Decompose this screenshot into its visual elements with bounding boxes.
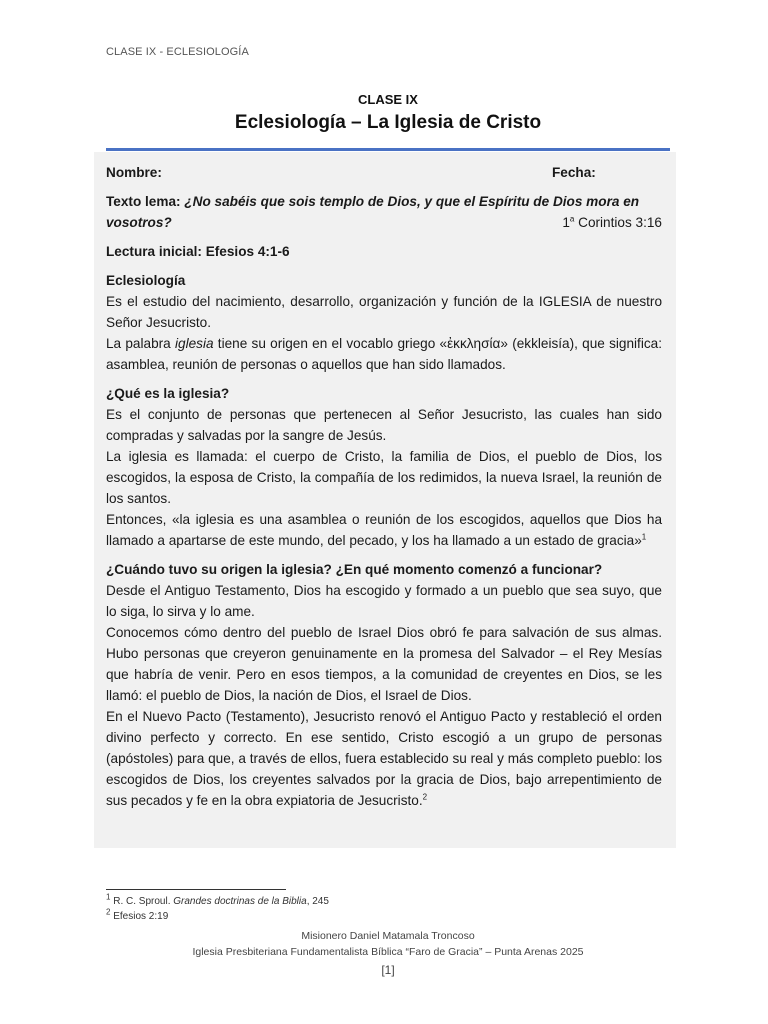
- footer-author: Misionero Daniel Matamala Troncoso: [301, 930, 475, 942]
- page-title: Eclesiología – La Iglesia de Cristo: [234, 112, 542, 133]
- text-run: tiene su origen en el vocablo griego «ἐκκλησία» (ekkleisía), que significa: asamblea, reunión de personas o aquellos que han sido llamados.: [106, 336, 662, 372]
- lema-text-line2: vosotros?: [106, 215, 172, 230]
- lema-reference: [562, 212, 662, 233]
- paragraph: [106, 333, 662, 375]
- lema-paragraph: [106, 191, 662, 212]
- paragraph: La iglesia es llamada: el cuerpo de Cristo, la familia de Dios, el pueblo de Dios, los escogidos, la esposa de Cristo, la compañía de los redimidos, la nueva Israel, la reunión de los santos.: [106, 449, 662, 506]
- section-heading: Eclesiología: [106, 273, 186, 288]
- footnote-ref: 2: [422, 792, 428, 802]
- footnote-ref: 1: [641, 532, 647, 542]
- ref-book: Corintios 3:16: [574, 215, 662, 230]
- text-run: En el Nuevo Pacto (Testamento), Jesucristo renovó el Antiguo Pacto y restableció el orden divino perfecto y correcto. En ese sentido, Cristo escogió a un grupo de personas (apóstoles) para que, a través de ellos, fuera establecido su real y más completo pueblo: los escogidos de Dios, los creyentes salvados por la gracia de Dios, bajo arrepentimiento de sus pecados y fe en la obra expiatoria de Jesucristo.: [106, 709, 662, 808]
- footnote-text: Efesios 2:19: [110, 911, 169, 922]
- footnote-number: 2: [106, 907, 111, 917]
- footnote-2: [106, 909, 329, 924]
- page-number: [1]: [381, 963, 395, 977]
- form-row: [106, 162, 662, 183]
- date-label: Fecha:: [552, 165, 596, 180]
- text-run: La palabra: [106, 336, 175, 351]
- paragraph: Es el conjunto de personas que pertenecen al Señor Jesucristo, las cuales han sido compradas y salvadas por la sangre de Jesús.: [106, 407, 662, 443]
- document-body: [106, 162, 662, 811]
- section-que-es: [106, 383, 662, 551]
- footnote-divider: [106, 889, 286, 890]
- page-footer: [106, 928, 670, 978]
- paragraph: Es el estudio del nacimiento, desarrollo, organización y función de la IGLESIA de nuestro Señor Jesucristo.: [106, 294, 662, 330]
- footnote-number: 1: [106, 892, 111, 902]
- section-heading: ¿Qué es la iglesia?: [106, 386, 230, 401]
- footer-church: Iglesia Presbiteriana Fundamentalista Bíblica “Faro de Gracia” – Punta Arenas 2025: [192, 946, 584, 958]
- title-block: [106, 92, 670, 134]
- section-origen: [106, 559, 662, 811]
- paragraph: [106, 509, 662, 551]
- class-number: CLASE IX: [358, 92, 418, 107]
- footnote-author: R. C. Sproul.: [110, 896, 174, 907]
- reading-label: Lectura inicial: Efesios 4:1-6: [106, 244, 290, 259]
- italic-term: iglesia: [174, 336, 214, 351]
- lema-label: Texto lema:: [106, 194, 181, 209]
- ref-book-number: 1: [562, 215, 570, 230]
- section-eclesiologia: [106, 270, 662, 375]
- footnote-1: [106, 894, 329, 909]
- title-divider: [106, 148, 670, 151]
- paragraph: Conocemos cómo dentro del pueblo de Israel Dios obró fe para salvación de sus almas. Hubo personas que creyeron genuinamente en la promesa del Salvador – el Rey Mesías que habría de venir. Pero en esos tiempos, a la comunidad de creyentes en Dios, se les llamó: el pueblo de Dios, la nación de Dios, el Israel de Dios.: [106, 625, 662, 703]
- ref-sup: a: [569, 214, 575, 224]
- lema-ref-row: [106, 212, 662, 233]
- footnotes: [106, 894, 329, 924]
- footnote-page: , 245: [306, 896, 329, 907]
- name-label: Nombre:: [106, 165, 162, 180]
- paragraph: Desde el Antiguo Testamento, Dios ha escogido y formado a un pueblo que sea suyo, que lo siga, lo sirva y lo ame.: [106, 583, 662, 619]
- text-run: Entonces, «la iglesia es una asamblea o reunión de los escogidos, aquellos que Dios ha llamado a apartarse de este mundo, del pecado, y los ha llamado a un estado de gracia»: [106, 512, 662, 548]
- paragraph: [106, 706, 662, 811]
- section-heading: ¿Cuándo tuvo su origen la iglesia? ¿En qué momento comenzó a funcionar?: [106, 562, 603, 577]
- lema-text-line1: ¿No sabéis que sois templo de Dios, y que el Espíritu de Dios mora en: [184, 194, 640, 209]
- footnote-title: Grandes doctrinas de la Biblia: [173, 896, 307, 907]
- running-header: CLASE IX - ECLESIOLOGÍA: [106, 46, 249, 58]
